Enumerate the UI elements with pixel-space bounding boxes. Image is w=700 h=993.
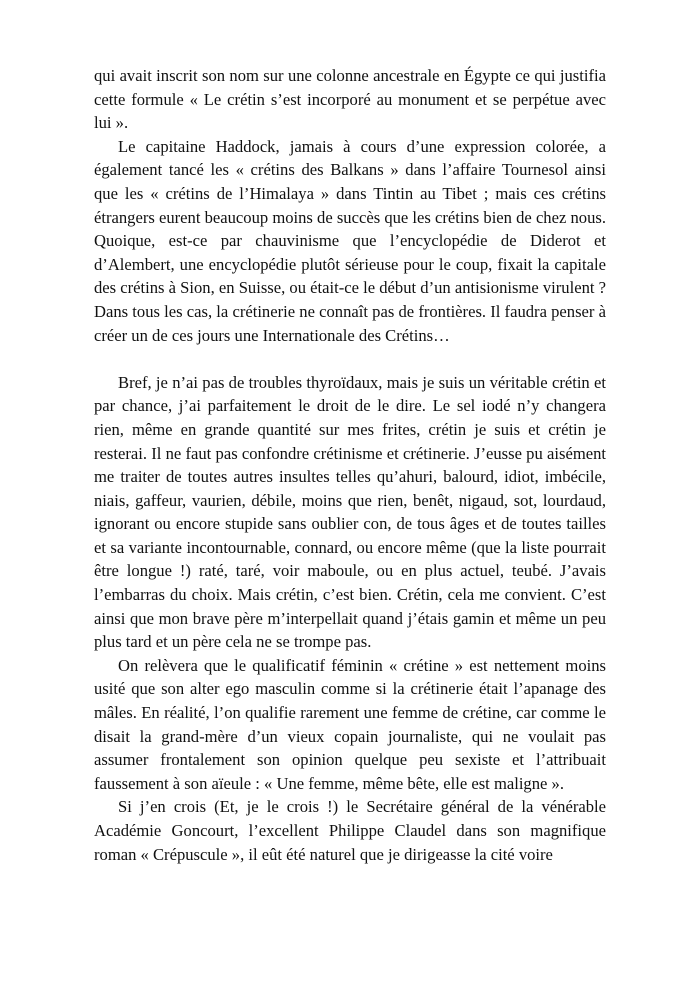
paragraph-5: Si j’en crois (Et, je le crois !) le Secrétaire général de la vénérable Académie Goncourt, l’excellent Philippe Claudel dans son magnifique roman « Crépuscule », il eût été naturel que je dirigeasse la cité voire [94, 797, 606, 864]
document-page [94, 64, 606, 866]
paragraph-4: On relèvera que le qualificatif féminin « crétine » est nettement moins usité que son alter ego masculin comme si la crétinerie était l’apanage des mâles. En réalité, l’on qualifie rarement une femme de crétine, car comme le disait la grand-mère d’un vieux copain journaliste, qui ne voulait pas assumer frontalement son opinion quelque peu sexiste et l’attribuait faussement à son aïeule : « Une femme, même bête, elle est maligne ». [94, 655, 606, 793]
paragraph-break [94, 347, 606, 371]
paragraph-2: Le capitaine Haddock, jamais à cours d’une expression colorée, a également tancé les « crétins des Balkans » dans l’affaire Tournesol ainsi que les « crétins de l’Himalaya » dans Tintin au Tibet ; mais ces crétins étrangers eurent beaucoup moins de succès que les crétins bien de chez nous. Quoique, est-ce par chauvinisme que l’encyclopédie de Diderot et d’Alembert, une encyclopédie plutôt sérieuse pour le coup, fixait la capitale des crétins à Sion, en Suisse, ou était-ce le début d’un antisionisme virulent ? Dans tous les cas, la crétinerie ne connaît pas de frontières. Il faudra penser à créer un de ces jours une Internationale des Crétins… [94, 136, 606, 345]
paragraph-3: Bref, je n’ai pas de troubles thyroïdaux, mais je suis un véritable crétin et par chance, j’ai parfaitement le droit de le dire. Le sel iodé n’y changera rien, même en grande quantité sur mes frites, crétin je suis et crétin je resterai. Il ne faut pas confondre crétinisme et crétinerie. J’eusse pu aisément me traiter de toutes autres insultes telles qu’ahuri, balourd, idiot, imbécile, niais, gaffeur, vaurien, débile, moins que rien, benêt, nigaud, sot, lourdaud, ignorant ou encore stupide sans oublier con, de tous âges et de toutes tailles et sa variante incontournable, connard, ou encore même (que la liste pourrait être longue !) raté, taré, voir maboule, ou en plus actuel, teubé. J’avais l’embarras du choix. Mais crétin, c’est bien. Crétin, cela me convient. C’est ainsi que mon brave père m’interpellait quand j’étais gamin et même un peu plus tard et un père cela ne se trompe pas. [94, 372, 606, 652]
paragraph-1: qui avait inscrit son nom sur une colonne ancestrale en Égypte ce qui justifia cette formule « Le crétin s’est incorporé au monument et se perpétue avec lui ». [94, 66, 606, 133]
